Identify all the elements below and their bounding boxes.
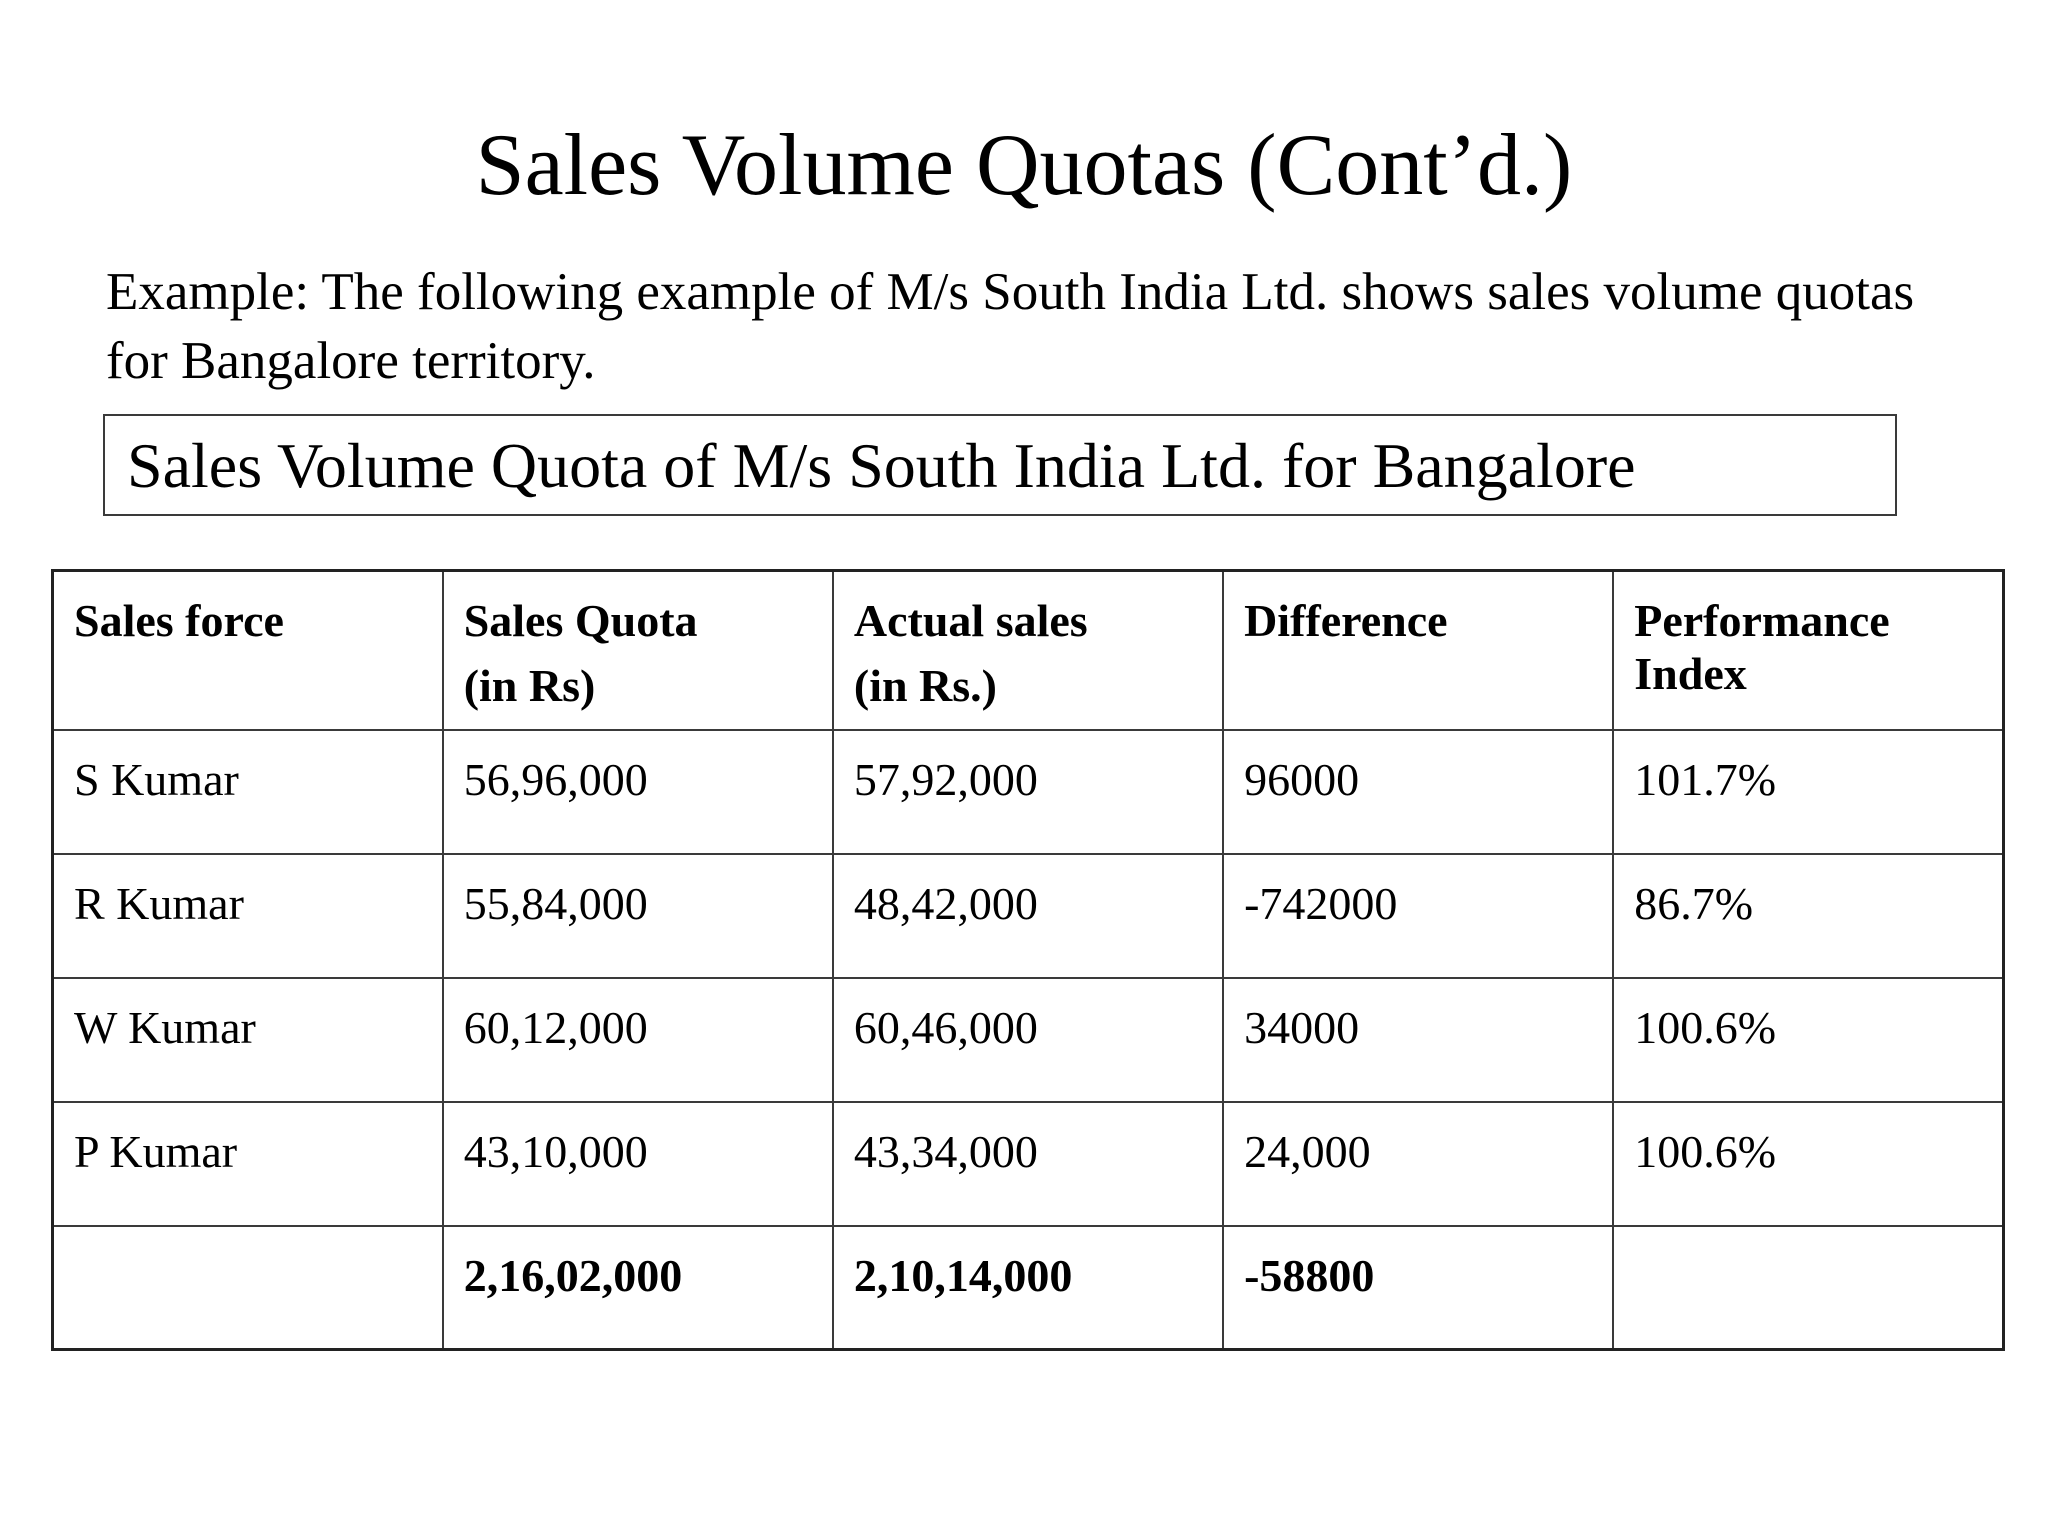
- header-sales-quota: [443, 571, 833, 730]
- cell-performance-index: 101.7%: [1613, 730, 2003, 854]
- cell-difference: 34000: [1223, 978, 1613, 1102]
- table-row: [53, 978, 2004, 1102]
- cell-performance-index: 100.6%: [1613, 1102, 2003, 1226]
- header-actual-sales-label: Actual sales: [853, 595, 1088, 646]
- cell-sales-quota: 56,96,000: [443, 730, 833, 854]
- header-difference: [1223, 571, 1613, 730]
- cell-actual-sales: 57,92,000: [833, 730, 1223, 854]
- cell-difference: 24,000: [1223, 1102, 1613, 1226]
- sales-quota-table: [51, 569, 2005, 1351]
- header-index-label: Index: [1634, 648, 1747, 699]
- cell-sales-quota: 43,10,000: [443, 1102, 833, 1226]
- header-sales-quota-unit: (in Rs): [463, 660, 596, 711]
- total-actual-sales: 2,10,14,000: [833, 1226, 1223, 1350]
- total-sales-force: [53, 1226, 443, 1350]
- header-sales-quota-label: Sales Quota: [463, 595, 698, 646]
- table-caption: Sales Volume Quota of M/s South India Ltd. for Bangalore: [103, 414, 1897, 516]
- table-row: [53, 730, 2004, 854]
- cell-difference: 96000: [1223, 730, 1613, 854]
- cell-actual-sales: 43,34,000: [833, 1102, 1223, 1226]
- total-performance-index: [1613, 1226, 2003, 1350]
- cell-actual-sales: 48,42,000: [833, 854, 1223, 978]
- cell-sales-force: S Kumar: [53, 730, 443, 854]
- cell-performance-index: 100.6%: [1613, 978, 2003, 1102]
- cell-sales-force: R Kumar: [53, 854, 443, 978]
- table-row: [53, 1102, 2004, 1226]
- header-actual-sales: [833, 571, 1223, 730]
- slide-title: Sales Volume Quotas (Cont’d.): [475, 117, 1573, 214]
- cell-performance-index: 86.7%: [1613, 854, 2003, 978]
- cell-sales-force: P Kumar: [53, 1102, 443, 1226]
- total-row: [53, 1226, 2004, 1350]
- table-row: [53, 854, 2004, 978]
- header-actual-sales-unit: (in Rs.): [853, 660, 997, 711]
- header-performance-index: [1613, 571, 2003, 730]
- cell-sales-quota: 60,12,000: [443, 978, 833, 1102]
- cell-sales-quota: 55,84,000: [443, 854, 833, 978]
- header-performance-label: Performance: [1634, 595, 1890, 646]
- cell-sales-force: W Kumar: [53, 978, 443, 1102]
- table-header-row: [53, 571, 2004, 730]
- total-sales-quota: 2,16,02,000: [443, 1226, 833, 1350]
- header-sales-force-label: Sales force: [74, 595, 284, 646]
- total-difference: -58800: [1223, 1226, 1613, 1350]
- cell-difference: -742000: [1223, 854, 1613, 978]
- header-difference-label: Difference: [1244, 595, 1448, 646]
- cell-actual-sales: 60,46,000: [833, 978, 1223, 1102]
- intro-text: Example: The following example of M/s South India Ltd. shows sales volume quotas for Bangalore territory.: [106, 263, 1915, 390]
- header-sales-force: [53, 571, 443, 730]
